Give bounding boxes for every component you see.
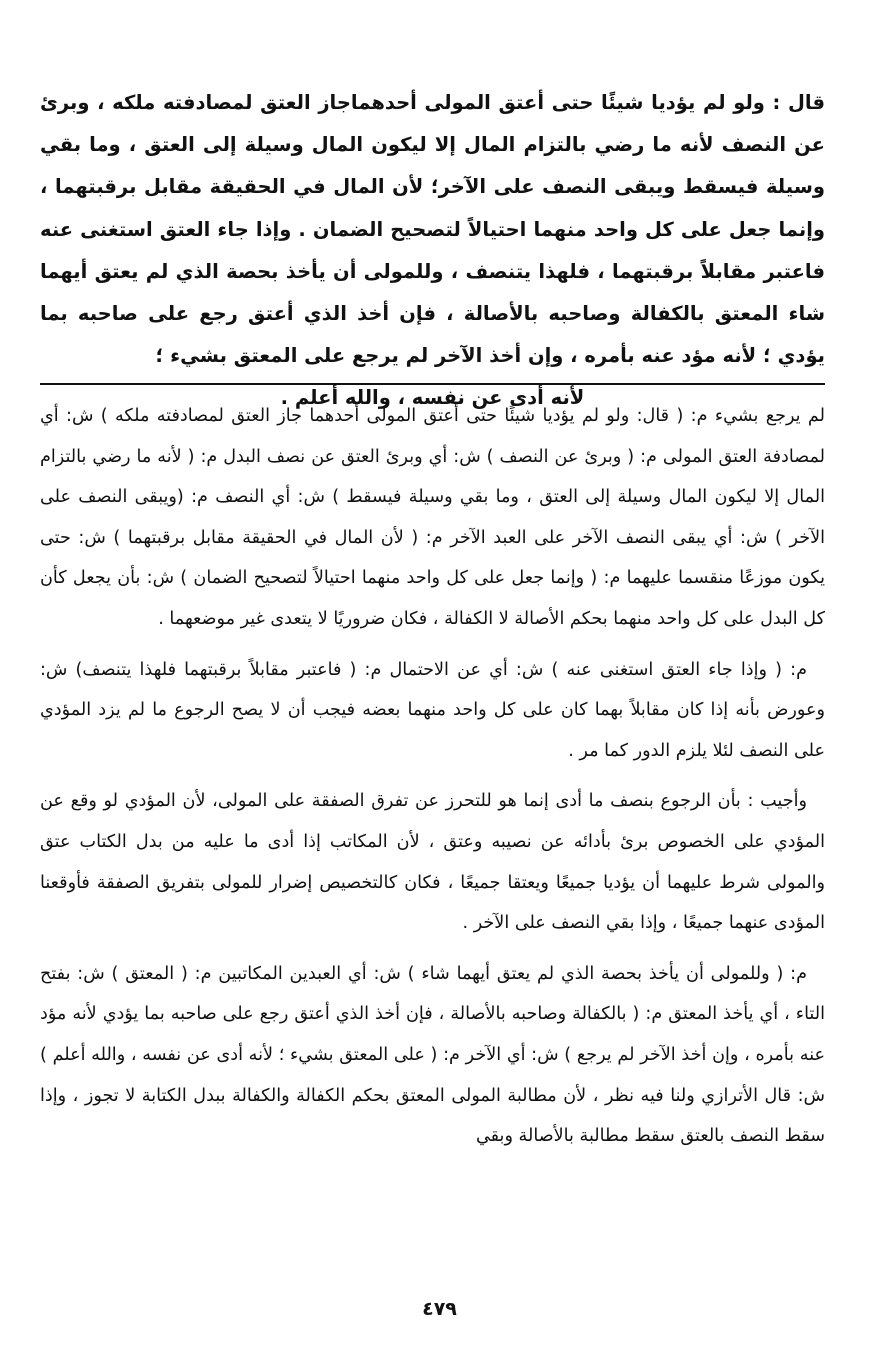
commentary-paragraph-1: لم يرجع بشيء م: ( قال: ولو لم يؤديا شيئًا حتى أعتق المولى أحدهما جاز العتق لمصادفته ملكه ) ش: أي لمصادفة العتق المولى م: ( وبرئ عن النصف ) ش: أي وبرئ العتق عن نصف البدل م: ( لأنه ما رضي بالتزام المال إلا ليكون المال وسيلة إلى العتق ، وما بقي وسيلة فيسقط ) ش: أي النصف م: (ويبقى النصف على الآخر ) ش: أي يبقى النصف الآخر على العبد الآخر م: ( لأن المال في الحقيقة مقابل برقبتهما ) ش: حتى يكون موزعًا منقسما عليهما م: ( وإنما جعل على كل واحد منهما احتيالاً لتصحيح الضمان ) ش: بأن يجعل كأن كل البدل على كل واحد منهما بحكم الأصالة لا الكفالة ، فكان ضروريًا لا يتعدى غير موضعهما . [40,406,825,629]
commentary-text [40,396,825,1157]
separator-rule [40,383,825,385]
main-closing-line: لأنه أدى عن نفسه ، والله أعلم . [280,386,585,410]
main-paragraph: قال : ولو لم يؤديا شيئًا حتى أعتق المولى أحدهماجاز العتق لمصادفته ملكه ، وبرئ عن النصف لأنه ما رضي بالتزام المال إلا ليكون المال وسيلة إلى العتق ، وما بقي وسيلة فيسقط ويبقى النصف على الآخر؛ لأن المال في الحقيقة مقابل برقبتهما ، وإنما جعل على كل واحد منهما احتيالاً لتصحيح الضمان . وإذا جاء العتق استغنى عنه فاعتبر مقابلاً برقبتهما ، فلهذا يتنصف ، وللمولى أن يأخذ بحصة الذي لم يعتق أيهما شاء المعتق بالكفالة وصاحبه بالأصالة ، فإن أخذ الذي أعتق رجع على صاحبه بما يؤدي ؛ لأنه مؤد عنه بأمره ، وإن أخذ الآخر لم يرجع على المعتق بشيء ؛ [40,91,825,368]
commentary-paragraph-3: وأجيب : بأن الرجوع بنصف ما أدى إنما هو للتحرز عن تفرق الصفقة على المولى، لأن المؤدي لو وقع عن المؤدي على الخصوص برئ بأدائه عن نصيبه وعتق ، لأن المكاتب إذا أدى ما عليه من بدل الكتاب عتق والمولى شرط عليهما أن يؤديا جميعًا ويعتقا جميعًا ، فكان كالتخصيص إضرار للمولى بتفريق الصفقة فأوقعنا المؤدى عنهما جميعًا ، وإذا بقي النصف على الآخر . [40,791,825,934]
commentary-paragraph-4: م: ( وللمولى أن يأخذ بحصة الذي لم يعتق أيهما شاء ) ش: أي العبدين المكاتبين م: ( المعتق ) ش: بفتح التاء ، أي يأخذ المعتق م: ( بالكفالة وصاحبه بالأصالة ، فإن أخذ الذي أعتق رجع على صاحبه بما يؤدي لأنه مؤد عنه بأمره ، وإن أخذ الآخر لم يرجع ) ش: أي الآخر م: ( على المعتق بشيء ؛ لأنه أدى عن نفسه ، والله أعلم ) ش: قال الأترازي ولنا فيه نظر ، لأن مطالبة المولى المعتق بحكم الكفالة والكفالة ببدل الكتابة لا تجوز ، وإذا سقط النصف بالعتق سقط مطالبة بالأصالة وبقي [40,963,825,1147]
page-number: ٤٧٩ [422,1298,457,1320]
main-text [40,82,825,420]
commentary-paragraph-2: م: ( وإذا جاء العتق استغنى عنه ) ش: أي عن الاحتمال م: ( فاعتبر مقابلاً برقبتهما فلهذا يتنصف) ش: وعورض بأنه إذا كان مقابلاً بهما كان على كل واحد منهما بعضه فيجب أن لا يصح الرجوع ما لم يزد المؤدي على النصف لئلا يلزم الدور كما مر . [40,659,825,761]
